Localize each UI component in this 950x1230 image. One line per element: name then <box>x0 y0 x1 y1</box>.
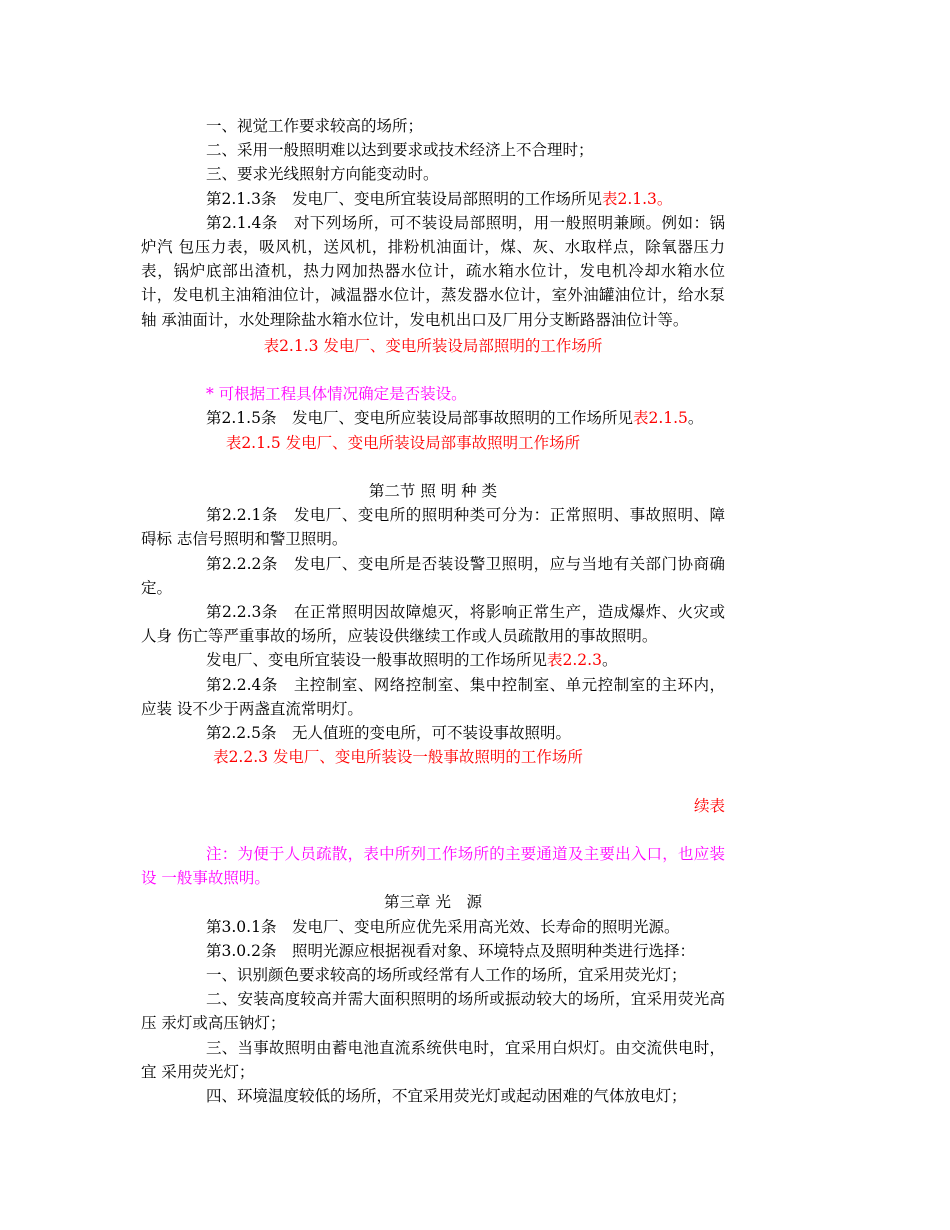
table-2-2-3-caption: 表2.2.3 发电厂、变电所装设一般事故照明的工作场所 <box>213 748 583 767</box>
table-2-1-5-placeholder <box>141 455 725 479</box>
table-2-2-3-link[interactable]: 表2.2.3 <box>547 651 602 670</box>
clause-2-1-5-text: 第2.1.5条 发电厂、变电所应装设局部事故照明的工作场所见 <box>206 409 633 428</box>
clause-2-1-3-end: 。 <box>656 189 673 208</box>
clause-2-2-3-ref-end: 。 <box>601 651 618 670</box>
clause-2-1-3 <box>141 187 725 211</box>
clause-2-1-5-end: 。 <box>687 409 704 428</box>
clause-3-0-2: 第3.0.2条 照明光源应根据视看对象、环境特点及照明种类进行选择： <box>206 941 695 960</box>
list-item-1: 一、视觉工作要求较高的场所； <box>206 117 424 135</box>
clause-2-1-5 <box>141 406 725 430</box>
table-2-1-3-placeholder <box>141 358 725 382</box>
clause-3-0-1: 第3.0.1条 发电厂、变电所应优先采用高光效、长寿命的照明光源。 <box>206 917 680 936</box>
note-star: * 可根据工程具体情况确定是否装设。 <box>206 385 467 404</box>
clause-2-2-5: 第2.2.5条 无人值班的变电所，可不装设事故照明。 <box>206 724 571 743</box>
clause-2-2-4: 第2.2.4条 主控制室、网络控制室、集中控制室、单元控制室的主环内，应装 设不少于两盏直流常明灯。 <box>141 675 725 718</box>
clause-2-2-1: 第2.2.1条 发电厂、变电所的照明种类可分为：正常照明、事故照明、障碍标 志信号照明和警卫照明。 <box>141 506 725 549</box>
table-2-1-5-link[interactable]: 表2.1.5 <box>632 409 688 428</box>
table-2-2-3-placeholder <box>141 769 725 793</box>
clause-2-2-2: 第2.2.2条 发电厂、变电所是否装设警卫照明，应与当地有关部门协商确定。 <box>141 554 725 597</box>
light-source-item-2: 二、安装高度较高并需大面积照明的场所或振动较大的场所，宜采用荧光高压 汞灯或高压钠灯； <box>141 990 725 1033</box>
light-source-item-1: 一、识别颜色要求较高的场所或经常有人工作的场所，宜采用荧光灯； <box>206 966 687 985</box>
table-2-1-5-caption: 表2.1.5 发电厂、变电所装设局部事故照明工作场所 <box>225 433 581 452</box>
table-2-1-3-caption: 表2.1.3 发电厂、变电所装设局部照明的工作场所 <box>263 336 603 355</box>
clause-2-2-3-ref <box>141 648 725 672</box>
document-page <box>141 114 725 1108</box>
continued-table-placeholder <box>141 818 725 842</box>
note-evacuation: 注：为便于人员疏散，表中所列工作场所的主要通道及主要出入口，也应装设 一般事故照明。 <box>141 845 725 888</box>
clause-2-2-3: 第2.2.3条 在正常照明因故障熄灭，将影响正常生产，造成爆炸、火灾或人身 伤亡等严重事故的场所，应装设供继续工作或人员疏散用的事故照明。 <box>141 603 725 646</box>
chapter-3-title: 第三章 光 源 <box>384 893 482 912</box>
table-2-1-3-link[interactable]: 表2.1.3 <box>601 189 657 208</box>
light-source-item-4: 四、环境温度较低的场所，不宜采用荧光灯或起动困难的气体放电灯； <box>206 1087 687 1106</box>
continued-label: 续表 <box>693 796 725 815</box>
list-item-3: 三、要求光线照射方向能变动时。 <box>206 165 439 184</box>
clause-2-2-3-ref-text: 发电厂、变电所宜装设一般事故照明的工作场所见 <box>206 651 548 670</box>
clause-2-1-3-text: 第2.1.3条 发电厂、变电所宜装设局部照明的工作场所见 <box>206 189 602 208</box>
clause-2-1-4: 第2.1.4条 对下列场所，可不装设局部照明，用一般照明兼顾。例如：锅炉汽 包压力表，吸风机，送风机，排粉机油面计，煤、灰、水取样点，除氧器压力表，锅炉底部出渣机，热力网加热器水位计，疏水箱水位计，发电机冷却水箱水位计，发电机主油箱油位计，减温器水位计，蒸发器水位计，室外油罐油位计，给水泵轴 承油面计，水处理除盐水箱水位计，发电机出口及厂用分支断路器油位计等。 <box>141 213 725 329</box>
section-2-title: 第二节 照 明 种 类 <box>368 482 498 501</box>
light-source-item-3: 三、当事故照明由蓄电池直流系统供电时，宜采用白炽灯。由交流供电时，宜 采用荧光灯； <box>141 1038 725 1081</box>
list-item-2: 二、采用一般照明难以达到要求或技术经济上不合理时； <box>206 141 594 160</box>
